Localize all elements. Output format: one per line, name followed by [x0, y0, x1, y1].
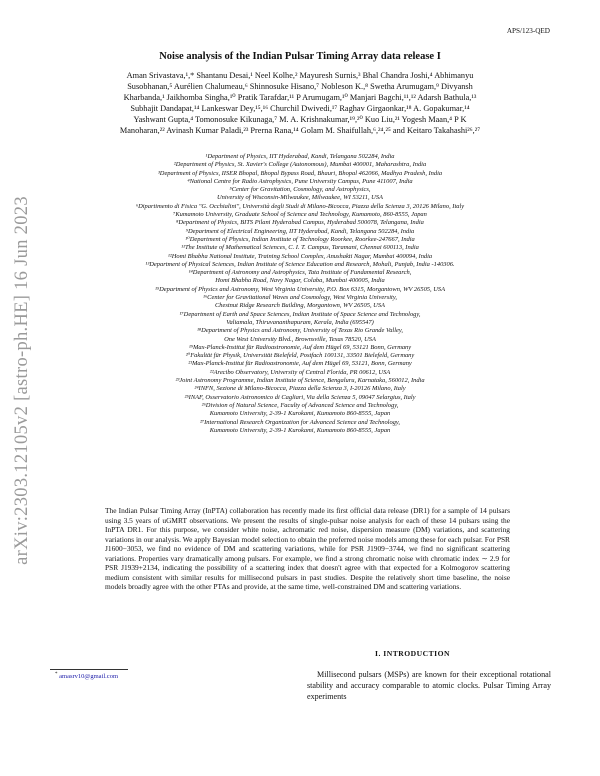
- arxiv-sidebar: [4, 120, 40, 640]
- affiliation-line: ⁶Dipartimento di Fisica "G. Occhialini", Università degli Studi di Milano-Bicocca, Piazza della Scienza 3, 20126 Milano, Italy: [135, 202, 465, 210]
- affiliation-line: ¹⁰Department of Physics, Indian Institute of Technology Roorkee, Roorkee-247667, India: [185, 235, 415, 243]
- arxiv-identifier: arXiv:2303.12105v2 [astro-ph.HE] 16 Jun 2023: [11, 195, 32, 565]
- affiliation-line: University of Wisconsin-Milwaukee, Milwaukee, WI 53211, USA: [217, 194, 383, 202]
- affiliation-line: ¹⁹Max-Planck-Institut für Radioastronomie, Auf dem Hügel 69, 53121 Bonn, Germany: [188, 343, 412, 351]
- affiliation-line: ²⁶Division of Natural Science, Faculty of Advanced Science and Technology,: [201, 401, 399, 409]
- author-email-link[interactable]: amasrv10@gmail.com: [59, 673, 118, 680]
- affiliation-line: ¹⁵Department of Physics and Astronomy, West Virginia University, P.O. Box 6315, Morgantown, WV 26505, USA: [154, 285, 446, 293]
- footnote-marker: *: [55, 671, 58, 677]
- affiliation-line: ²⁰Fakultät für Physik, Universität Bielefeld, Postfach 100131, 33501 Bielefeld, Germany: [185, 352, 415, 360]
- affiliation-line: ¹⁶Center for Gravitational Waves and Cosmology, West Virginia University,: [203, 294, 397, 302]
- affiliation-line: ⁵Center for Gravitation, Cosmology, and Astrophysics,: [229, 186, 371, 194]
- affiliation-line: Kumamoto University, 2-39-1 Kurokami, Kumamoto 860-8555, Japan: [209, 410, 391, 418]
- affiliation-line: ¹¹The Institute of Mathematical Sciences, C. I. T. Campus, Taramani, Chennai 600113, India: [181, 244, 419, 252]
- affiliation-line: Kumamoto University, 2-39-1 Kurokami, Kumamoto 860-8555, Japan: [209, 426, 391, 434]
- author-line: Susobhanan,⁵ Aurélien Chalumeau,⁶ Shinnosuke Hisano,⁷ Nobleson K.,⁸ Swetha Arumugam,⁹ Divyansh: [127, 82, 473, 92]
- author-line: Kharbanda,¹ Jaikhomba Singha,¹⁰ Pratik Tarafdar,¹¹ P Arumugam,¹⁰ Manjari Bagchi,¹¹,¹² Adarsh Bathula,¹³: [123, 93, 477, 103]
- affiliation-line: ¹⁷Department of Earth and Space Sciences, Indian Institute of Space Science and Technology,: [179, 310, 421, 318]
- affiliation-line: ¹²Homi Bhabha National Institute, Training School Complex, Anushakti Nagar, Mumbai 400094, India: [167, 252, 433, 260]
- author-list: [62, 70, 538, 137]
- affiliation-line: ²²Arecibo Observatory, University of Central Florida, PR 00612, USA: [209, 368, 391, 376]
- paper-title: Noise analysis of the Indian Pulsar Timing Array data release I: [159, 51, 441, 62]
- affiliation-line: ¹⁸Department of Physics and Astronomy, University of Texas Rio Grande Valley,: [197, 327, 403, 335]
- affiliation-line: ²⁷International Research Organization for Advanced Science and Technology,: [200, 418, 400, 426]
- author-line: Subhajit Dandapat,¹⁴ Lankeswar Dey,¹⁵,¹⁶ Churchil Dwivedi,¹⁷ Raghav Girgaonkar,¹⁸ A. Gopakumar,¹⁴: [130, 104, 470, 114]
- affiliation-line: Homi Bhabha Road, Navy Nagar, Colaba, Mumbai 400005, India: [215, 277, 385, 285]
- abstract: The Indian Pulsar Timing Array (InPTA) collaboration has recently made its first official data release (DR1) for a sample of 14 pulsars using 3.5 years of uGMRT observations. We present the results of single-pulsar noise analysis for each of these 14 pulsars using the InPTA DR1. For this purpose, we consider white noise, achromatic red noise, dispersion measure (DM) variations, and scattering variations in our analysis. We apply Bayesian model selection to obtain the preferred noise models among these for each pulsar. For PSR J1600−3053, we find no evidence of DM and scattering variations, while for PSR J1909−3744, we find no significant scattering variations. Properties vary dramatically among pulsars. For example, we find a strong chromatic noise with chromatic index ∼ 2.9 for PSR J1939+2134, indicating the possibility of a scattering index that doesn't agree with that expected for a Kolmogorov scattering medium consistent with similar results for millisecond pulsars in past studies. Despite the relatively short time baseline, the noise models broadly agree with the other PTAs and provide, at the same time, well-constrained DM and scattering variations.: [105, 506, 510, 592]
- affiliation-line: ³Department of Physics, IISER Bhopal, Bhopal Bypass Road, Bhauri, Bhopal 462066, Madhya Pradesh, India: [157, 169, 443, 177]
- affiliation-line: ⁸Department of Physics, BITS Pilani Hyderabad Campus, Hyderabad 500078, Telangana, India: [176, 219, 424, 227]
- report-number: APS/123-QED: [506, 27, 550, 35]
- affiliation-line: ⁷Kumamoto University, Graduate School of Science and Technology, Kumamoto, 860-8555, Japan: [173, 211, 427, 219]
- affiliation-line: ²Department of Physics, St. Xavier's College (Autonomous), Mumbai 400001, Maharashtra, India: [173, 161, 427, 169]
- section-heading-introduction: I. INTRODUCTION: [375, 649, 451, 658]
- affiliation-line: ²⁵INAF, Osservatorio Astronomico di Cagliari, Via della Scienza 5, 09047 Selargius, Italy: [184, 393, 416, 401]
- affiliation-line: ⁹Department of Electrical Engineering, IIT Hyderabad, Kandi, Telangana 502284, India: [185, 227, 415, 235]
- author-line: Aman Srivastava,¹,* Shantanu Desai,¹ Neel Kolhe,² Mayuresh Surnis,³ Bhal Chandra Joshi,⁴ Abhimanyu: [126, 71, 474, 80]
- affiliation-line: ²¹Max-Planck-Institut für Radioastronomie, Auf dem Hügel 69, 53121, Bonn, Germany: [188, 360, 412, 368]
- affiliation-line: ²³Joint Astronomy Programme, Indian Institute of Science, Bengaluru, Karnataka, 560012, India: [175, 377, 425, 385]
- affiliation-line: Valiamala, Thiruvananthapuram, Kerala, India (695547): [226, 318, 374, 326]
- author-line: Yashwant Gupta,⁴ Tomonosuke Kikunaga,⁷ M. A. Krishnakumar,¹⁹,²⁰ Kuo Liu,²¹ Yogesh Maan,⁴ P K: [133, 115, 467, 125]
- affiliation-line: One West University Blvd., Brownsville, Texas 78520, USA: [224, 335, 376, 343]
- affiliation-line: ¹⁴Department of Astronomy and Astrophysics, Tata Institute of Fundamental Research,: [188, 269, 412, 277]
- footnote: [55, 673, 118, 680]
- affiliation-line: ¹³Department of Physical Sciences, Indian Institute of Science Education and Research, Mohali, Punjab, India -140306.: [145, 260, 455, 268]
- introduction-paragraph: Millisecond pulsars (MSPs) are known for their exceptional rotational stability and accuracy comparable to atomic clocks. Pulsar Timing Array experiments: [307, 670, 551, 701]
- author-line: Manoharan,²² Avinash Kumar Paladi,²³ Prerna Rana,¹⁴ Golam M. Shaifullah,⁶,²⁴,²⁵ and Keitaro Takahashi²⁶,²⁷: [119, 126, 481, 136]
- affiliation-line: ⁴National Centre for Radio Astrophysics, Pune University Campus, Pune 411007, India: [187, 177, 413, 185]
- footnote-rule: [50, 669, 128, 670]
- affiliation-line: ¹Department of Physics, IIT Hyderabad, Kandi, Telangana 502284, India: [205, 153, 395, 160]
- affiliation-line: Chestnut Ridge Research Building, Morgantown, WV 26505, USA: [215, 302, 385, 310]
- affiliation-list: [50, 153, 550, 435]
- affiliation-line: ²⁴INFN, Sezione di Milano-Bicocca, Piazza della Scienza 3, I-20126 Milano, Italy: [194, 385, 406, 393]
